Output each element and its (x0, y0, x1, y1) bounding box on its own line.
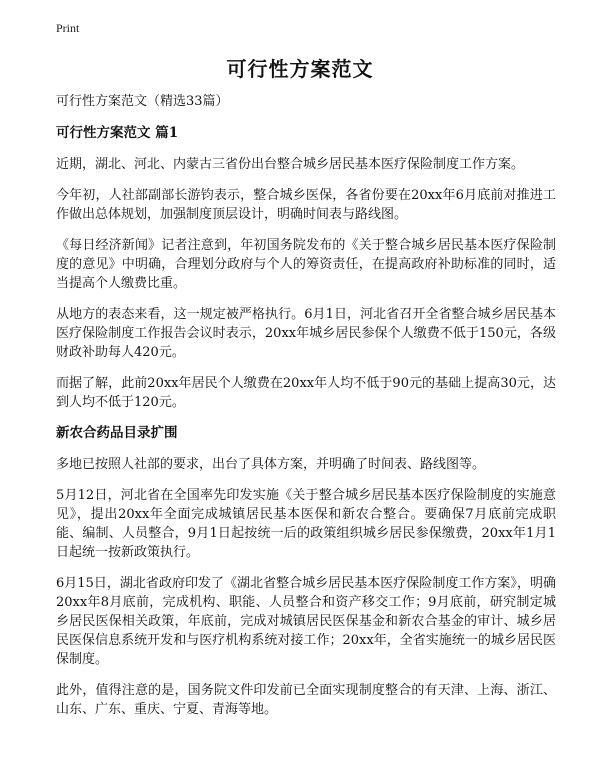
document-body (56, 92, 556, 731)
document-subtitle: 可行性方案范文（精选33篇） (56, 94, 229, 109)
paragraph: 近期，湖北、河北、内蒙古三省份出台整合城乡居民基本医疗保险制度工作方案。 (56, 157, 525, 172)
paragraph: 从地方的表态来看，这一规定被严格执行。6月1日，河北省召开全省整合城乡居民基本医疗保险制度工作报告会议时表示，20xx年城乡居民参保个人缴费不低于150元，各级财政补助每人420元。 (56, 307, 556, 360)
paragraph: 今年初，人社部副部长游钧表示，整合城乡医保，各省份要在20xx年6月底前对推进工作做出总体规划，加强制度顶层设计，明确时间表与路线图。 (56, 188, 556, 222)
print-link[interactable]: Print (56, 21, 80, 35)
paragraph: 5月12日，河北省在全国率先印发实施《关于整合城乡居民基本医疗保险制度的实施意见》，提出20xx年全面完成城镇居民基本医保和新农合整合。要确保7月底前完成职能、编制、人员整合，9月1日起按统一后的政策组织城乡居民参保缴费，20xx年1月1日起统一按新政策执行。 (56, 488, 556, 560)
section-heading-2: 新农合药品目录扩围 (56, 425, 178, 441)
paragraph: 6月15日，湖北省政府印发了《湖北省整合城乡居民基本医疗保险制度工作方案》，明确20xx年8月底前，完成机构、职能、人员整合和资产移交工作；9月底前，研究制定城乡居民医保相关政策，年底前，完成对城镇居民医保基金和新农合基金的审计、城乡居民医保信息系统开发和与医疗机构系统对接工作；20xx年，全省实施统一的城乡居民医保制度。 (56, 576, 556, 667)
page-title: 可行性方案范文 (226, 57, 374, 81)
paragraph: 多地已按照人社部的要求，出台了具体方案，并明确了时间表、路线图等。 (56, 457, 486, 472)
paragraph: 而据了解，此前20xx年居民个人缴费在20xx年人均不低于90元的基础上提高30元，达到人均不低于120元。 (56, 376, 556, 410)
paragraph: 此外，值得注意的是，国务院文件印发前已全面实现制度整合的有天津、上海、浙江、山东、广东、重庆、宁夏、青海等地。 (56, 683, 556, 717)
section-heading-1: 可行性方案范文 篇1 (56, 125, 179, 141)
paragraph: 《每日经济新闻》记者注意到，年初国务院发布的《关于整合城乡居民基本医疗保险制度的意见》中明确，合理划分政府与个人的筹资责任，在提高政府补助标准的同时，适当提高个人缴费比重。 (56, 238, 556, 291)
